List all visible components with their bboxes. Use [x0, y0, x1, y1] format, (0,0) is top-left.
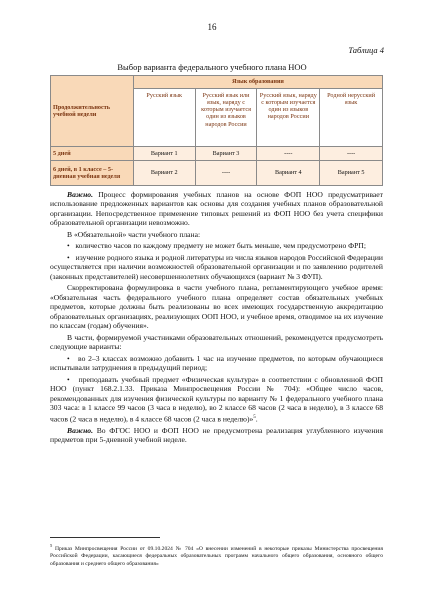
- curriculum-variant-table: [50, 75, 383, 186]
- footnote-ref[interactable]: 5: [253, 414, 256, 420]
- body-text: [50, 190, 383, 447]
- table-cell: Вариант 4: [257, 161, 320, 186]
- important-label: Важно.: [67, 425, 94, 435]
- table-cell: ----: [257, 147, 320, 161]
- table-row: [51, 161, 383, 186]
- paragraph-important-2: [50, 426, 383, 445]
- table-cell: ----: [320, 147, 383, 161]
- column-header: Русский язык: [133, 89, 195, 147]
- paragraph: Скорректирована формулировка в части учебного плана, регламентирующего учебное время: «Обязательная часть федерального учебного плана определяет состав обязательных учебных предметов, которые должны быть реализованы во всех имеющих государственную аккредитацию образовательных организациях, реализующих ООП НОО, и учебное время, отводимое на их изучение по классам (годам) обучения».: [50, 283, 383, 331]
- bullet-text: количество часов по каждому предмету не может быть меньше, чем предусмотрено ФРП;: [75, 241, 366, 251]
- bullet-item: [50, 241, 383, 250]
- table-caption: Выбор варианта федерального учебного плана НОО: [117, 62, 307, 72]
- paragraph-text: Во ФГОС НОО и ФОП НОО не предусмотрена реализация углубленного изучения предметов при 5-дневной учебной неделе.: [50, 425, 383, 445]
- paragraph-important-1: [50, 190, 383, 228]
- table-cell: Вариант 3: [195, 147, 257, 161]
- column-header: Русский язык, наряду с которым изучается один из языков народов России: [257, 89, 320, 147]
- column-header: Родной нерусский язык: [320, 89, 383, 147]
- bullet-icon: •: [67, 253, 76, 262]
- table-label: Таблица 4: [348, 45, 384, 55]
- table-row: [51, 147, 383, 161]
- important-label: Важно.: [67, 190, 94, 199]
- bullet-icon: •: [67, 241, 76, 251]
- table-cell: Вариант 1: [133, 147, 195, 161]
- bullet-text: изучение родного языка и родной литературы из числа языков народов Российской Федерации осуществляется при наличии возможностей образовательной организации и по заявлению родителей (законных представителей) несовершеннолетних обучающихся (вариант № 3 ФУП).: [50, 253, 383, 281]
- paragraph: В части, формируемой участниками образовательных отношений, рекомендуется предусмотреть следующие варианты:: [50, 332, 383, 352]
- footnote-mark: 5: [50, 543, 53, 548]
- bullet-text: во 2–3 классах возможно добавить 1 час на изучение предметов, по которым обучающиеся испытывали затруднения в предыдущий период;: [50, 353, 384, 373]
- table-cell: ----: [195, 161, 257, 186]
- paragraph-text: Процесс формирования учебных планов на основе ФОП НОО предусматривает использование предложенных вариантов как основы для создания учебных планов образовательной организации. Непосредственное применение типовых решений из ФОП НОО без учета специфики образовательной организации невозможно.: [50, 190, 383, 228]
- duration-header: Продолжительность учебной недели: [51, 76, 134, 147]
- language-header: Язык образования: [133, 76, 382, 89]
- bullet-item: [50, 375, 383, 424]
- bullet-item: [50, 253, 383, 281]
- table-cell: Вариант 5: [320, 161, 383, 186]
- page-number: 16: [207, 22, 217, 32]
- bullet-text: преподавать учебный предмет «Физическая культура» в соответствии с обновленной ФОП НОО (пункт 168.2.1.33. Приказа Минпросвещения России № 704): «Общее число часов, рекомендованных для изучения физической культуры по варианту № 1 федерального учебного плана 303 часа: в 1 классе 99 часов (3 часа в неделю), во 2 классе 68 часов (2 часа в неделю), в 3 классе 68 часов (2 часа в неделю), в 4 классе 68 часов (2 часа в неделю)»: [50, 374, 383, 424]
- table-cell: Вариант 2: [133, 161, 195, 186]
- paragraph: В «Обязательной» части учебного плана:: [67, 229, 201, 239]
- bullet-text-end: .: [255, 414, 258, 424]
- row-label: 6 дней, в 1 классе – 5-дневная учебная неделя: [51, 161, 134, 186]
- footnote: [50, 542, 383, 569]
- footnote-text: Приказ Минпросвещения России от 09.10.2024 № 704 «О внесении изменений в некоторые приказы Министерства просвещения Российской Федерации, касающиеся федеральных образовательных программ начального общего образования, основного общего образования и среднего общего образования»: [50, 545, 383, 568]
- bullet-icon: •: [67, 353, 79, 363]
- row-label: 5 дней: [51, 147, 134, 161]
- bullet-icon: •: [67, 374, 79, 384]
- column-header: Русский язык или язык, наряду с которым изучается один из языков народов России: [195, 89, 257, 147]
- footnote-divider: [50, 537, 160, 538]
- bullet-item: [50, 354, 383, 373]
